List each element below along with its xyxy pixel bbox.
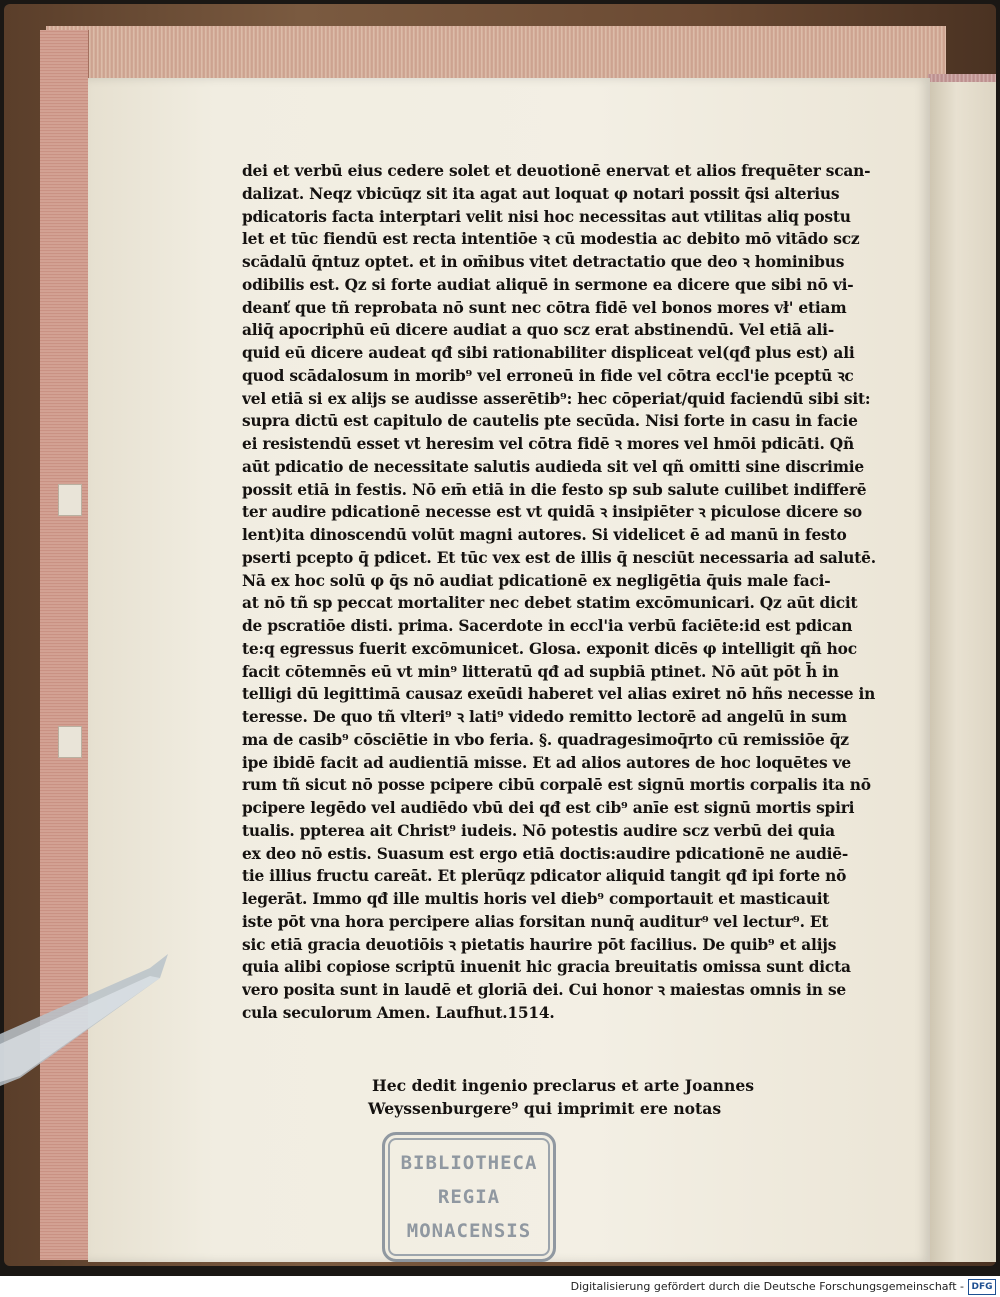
text-line: odibilis est. Qz si forte audiat aliquē in sermone ea dicere que sibi nō vi-	[242, 275, 854, 294]
page-holder-strip	[0, 948, 180, 1098]
library-stamp	[382, 1132, 556, 1262]
text-line: lent)ita dinoscendū volūt magni autores. Si videlicet ē ad manū in festo	[242, 526, 847, 544]
stamp-line: MONACENSIS	[406, 1220, 532, 1242]
colophon	[368, 1074, 892, 1120]
colophon-line: Weyssenburgere⁹ qui imprimit ere notas	[368, 1099, 722, 1118]
text-line: deanť que tñ reprobata nō sunt nec cōtra fidē vel bonos mores vł' etiam	[242, 298, 847, 317]
text-line: quod scādalosum in morib⁹ vel erroneū in fide vel cōtra eccl'ie pceptū ꝛc	[242, 366, 854, 385]
stamp-line: BIBLIOTHECA	[400, 1152, 538, 1174]
right-page	[930, 82, 996, 1262]
text-line: facit cōtemnēs eū vt min⁹ litteratū qđ ad supbiā ptinet. Nō aūt pōt h̄ in	[242, 662, 839, 681]
text-line: sic etiā gracia deuotiōis ꝛ pietatis haurire pōt facilius. De quib⁹ et alijs	[242, 935, 837, 954]
page-edge-top	[46, 26, 946, 82]
page-tab-marker	[58, 484, 82, 516]
text-line: Nā ex hoc solū φ q̄s nō audiat pdicationē ex negligētia q̄uis male faci-	[242, 571, 831, 590]
text-line: ei resistendū esset vt heresim vel cōtra fidē ꝛ mores vel hmōi pdicāti. Qñ	[242, 435, 854, 453]
text-line: te:q egressus fuerit excōmunicet. Glosa. exponit dicēs φ intelligit qñ hoc	[242, 639, 857, 658]
colophon-line: Hec dedit ingenio preclarus et arte Joannes	[372, 1076, 755, 1095]
text-line: supra dictū est capitulo de cautelis pte secūda. Nisi forte in casu in facie	[242, 412, 858, 431]
text-line: dalizat. Neqz vbicūqz sit ita agat aut loquat φ notari possit q̄si alterius	[242, 184, 840, 203]
text-line: pdicatoris facta interptari velit nisi hoc necessitas aut vtilitas aliq postu	[242, 207, 851, 226]
text-line: iste pōt vna hora percipere alias forsitan nunq̄ auditur⁹ vel lectur⁹. Et	[242, 912, 829, 931]
footer-bar	[0, 1276, 1000, 1297]
text-line: ter audire pdicationē necesse est vt quidā ꝛ insipiēter ꝛ piculose dicere so	[242, 503, 862, 522]
text-line: quid eū dicere audeat qđ sibi rationabiliter displiceat vel(qđ plus est) ali	[242, 344, 855, 362]
text-line: aūt pdicatio de necessitate salutis audieda sit vel qñ omitti sine discrimie	[242, 457, 865, 476]
body-text	[242, 160, 914, 1025]
text-line: pserti pcepto q̄ pdicet. Et tūc vex est de illis q̄ nesciūt necessaria ad salutē.	[242, 548, 876, 567]
text-line: cula seculorum Amen. Laufhut.1514.	[242, 1003, 555, 1022]
text-line: ex deo nō estis. Suasum est ergo etiā doctis:audire pdicationē ne audiē-	[242, 844, 849, 863]
text-line: at nō tñ sp peccat mortaliter nec debet statim excōmunicari. Qz aūt dicit	[242, 594, 858, 613]
text-line: quia alibi copiose scriptū inuenit hic gracia breuitatis omissa sunt dicta	[242, 958, 851, 977]
text-line: vero posita sunt in laudē et gloriā dei. Cui honor ꝛ maiestas omnis in se	[242, 981, 847, 999]
text-line: tie illius fructu careāt. Et plerūqz pdicator aliquid tangit qđ ipi forte nō	[242, 867, 847, 886]
text-line: legerāt. Immo qđ ille multis horis vel dieb⁹ comportauit et masticauit	[242, 890, 830, 908]
text-line: aliq̄ apocriphū eū dicere audiat a quo scz erat abstinendū. Vel etiā ali-	[242, 321, 835, 340]
text-line: rum tñ sicut nō posse pcipere cibū corpalē est signū mortis corpalis ita nō	[242, 776, 871, 795]
text-line: tualis. ppterea ait Christ⁹ iudeis. Nō potestis audire scz verbū dei quia	[242, 821, 835, 840]
text-line: let et tūc fiendū est recta intentiōe ꝛ cū modestia ac debito mō vitādo scz	[242, 230, 860, 249]
page-tab-marker	[58, 726, 82, 758]
text-line: ipe ibidē facit ad audientiā misse. Et ad alios autores de hoc loquētes ve	[242, 753, 852, 772]
text-line: pcipere legēdo vel audiēdo vbū dei qđ est cib⁹ anīe est signū mortis spiri	[242, 799, 855, 817]
text-line: teresse. De quo tñ vlteri⁹ ꝛ lati⁹ videdo remitto lectorē ad angelū in sum	[242, 708, 847, 726]
stamp-line: REGIA	[437, 1186, 501, 1208]
footer-text: Digitalisierung gefördert durch die Deutsche Forschungsgemeinschaft -	[570, 1280, 964, 1293]
text-line: possit etiā in festis. Nō em̄ etiā in die festo sp sub salute cuilibet indifferē	[242, 480, 867, 499]
text-line: scādalū q̄ntuz optet. et in om̄ibus vitet detractatio que deo ꝛ hominibus	[242, 253, 845, 271]
text-line: telligi dū legittimā causaz exeūdi haberet vel alias exiret nō hñs necesse in	[242, 685, 876, 704]
text-line: de pscratiōe disti. prima. Sacerdote in eccl'ia verbū faciēte:id est pdican	[242, 617, 853, 635]
dfg-logo-icon: DFG	[968, 1279, 996, 1295]
text-line: dei et verbū eius cedere solet et deuotionē enervat et alios frequēter scan-	[242, 162, 871, 180]
text-line: vel etiā si ex alijs se audisse asserētib⁹: hec cōperiat/quid faciendū sibi sit:	[242, 389, 871, 408]
text-line: ma de casib⁹ cōsciētie in vbo feria. §. quadragesimoq̄rto cū remissiōe q̄z	[242, 730, 849, 749]
